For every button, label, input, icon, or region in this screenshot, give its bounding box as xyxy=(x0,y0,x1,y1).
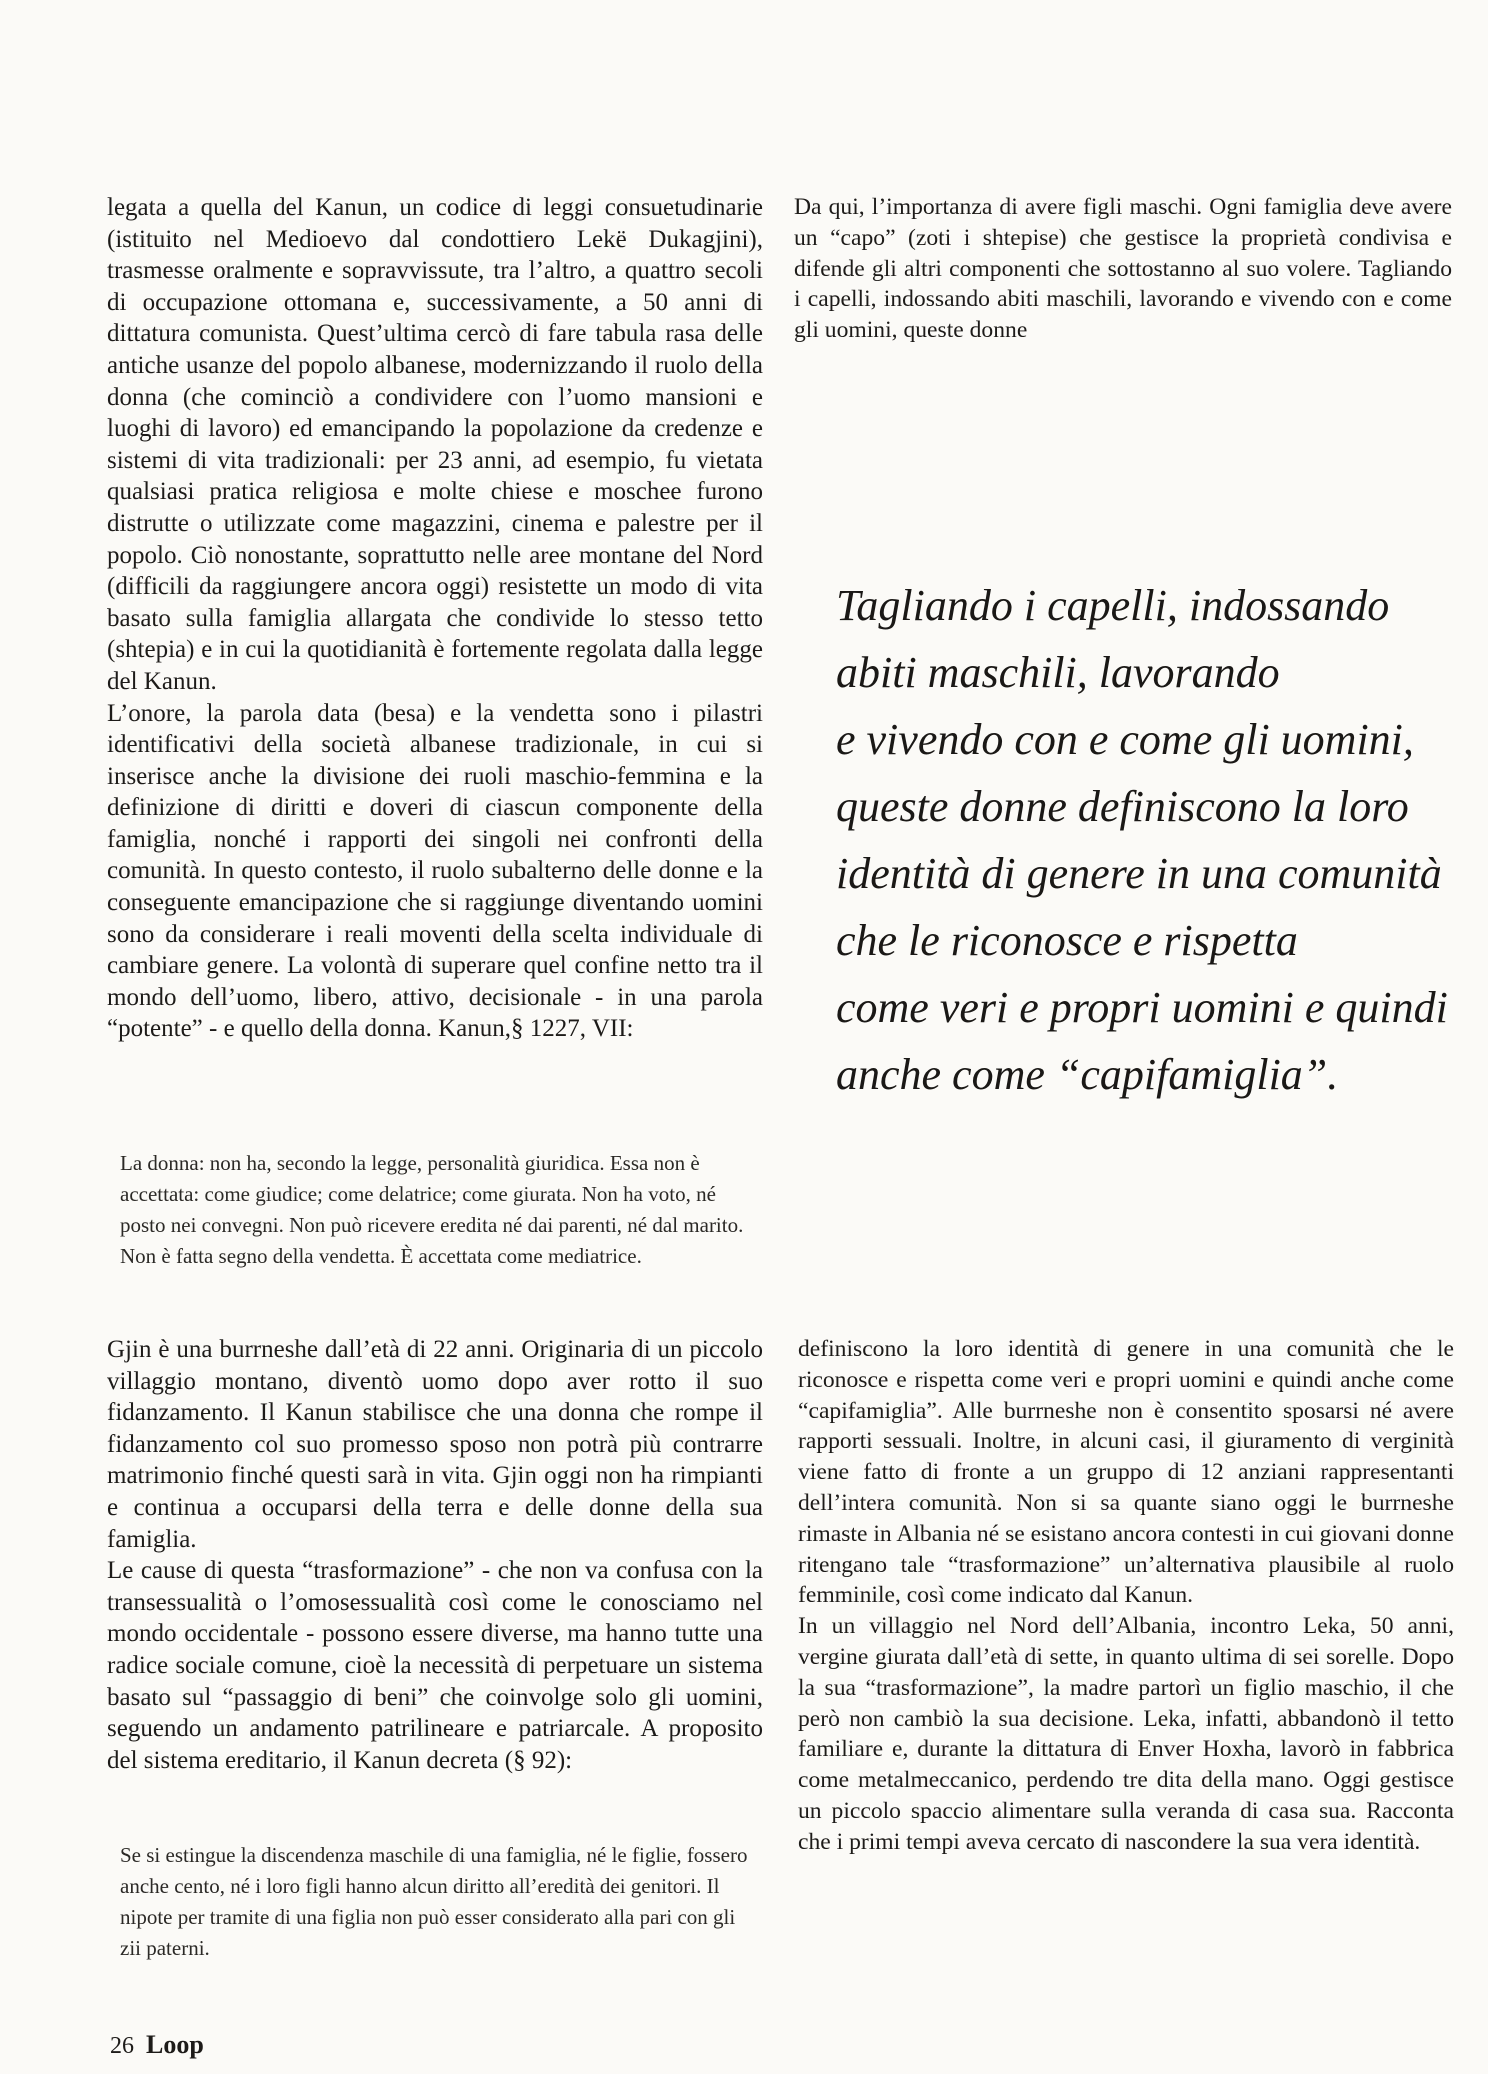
paragraph: Le cause di questa “trasformazione” - che non va confusa con la transessualità o l’omosessualità così come le conosciamo nel mondo occidentale - possono essere diverse, ma hanno tutte una radice sociale comune, cioè la necessità di perpetuare un sistema basato sul “passaggio di beni” che coinvolge solo gli uomini, seguendo un andamento patrilineare e patriarcale. A proposito del sistema ereditario, il Kanun decreta (§ 92): xyxy=(107,1557,763,1774)
page-footer xyxy=(110,2030,204,2060)
pull-quote-line: che le riconosce e rispetta xyxy=(836,916,1298,965)
kanun-quote-2: Se si estingue la discendenza maschile di una famiglia, né le figlie, fossero anche cento, né i loro figli hanno alcun diritto all’eredità dei genitori. Il nipote per tramite di una figlia non può esser considerato alla pari con gli zii paterni. xyxy=(120,1843,748,1960)
pull-quote xyxy=(836,572,1448,1108)
kanun-quote-1: La donna: non ha, secondo la legge, personalità giuridica. Essa non è accettata: come giudice; come delatrice; come giurata. Non ha voto, né posto nei convegni. Non può ricevere eredita né dai parenti, né dal marito. Non è fatta segno della vendetta. È accettata come mediatrice. xyxy=(120,1151,744,1268)
column-right-bottom xyxy=(798,1334,1454,1858)
paragraph: Da qui, l’importanza di avere figli maschi. Ogni famiglia deve avere un “capo” (zoti i shtepise) che gestisce la proprietà condivisa e difende gli altri componenti che sottostanno al suo volere. Tagliando i capelli, indossando abiti maschili, lavorando e vivendo con e come gli uomini, queste donne xyxy=(794,194,1452,344)
pull-quote-line: Tagliando i capelli, indossando xyxy=(836,581,1390,630)
pull-quote-line: anche come “capifamiglia”. xyxy=(836,1050,1339,1099)
paragraph: definiscono la loro identità di genere in una comunità che le riconosce e rispetta come veri e propri uomini e quindi anche come “capifamiglia”. Alle burrneshe non è consentito sposarsi né avere rapporti sessuali. Inoltre, in alcuni casi, il giuramento di verginità viene fatto di fronte a un gruppo di 12 anziani rappresentanti dell’intera comunità. Non si sa quante siano oggi le burrneshe rimaste in Albania né se esistano ancora contesti in cui giovani donne ritengano tale “trasformazione” un’alternativa plausibile al ruolo femminile, così come indicato dal Kanun. xyxy=(798,1336,1454,1609)
pull-quote-line: abiti maschili, lavorando xyxy=(836,648,1280,697)
pull-quote-line: come veri e propri uomini e quindi xyxy=(836,983,1448,1032)
paragraph: Gjin è una burrneshe dall’età di 22 anni. Originaria di un piccolo villaggio montano, diventò uomo dopo aver rotto il suo fidanzamento. Il Kanun stabilisce che una donna che rompe il fidanzamento col suo promesso sposo non potrà più contrarre matrimonio finché questi sarà in vita. Gjin oggi non ha rimpianti e continua a occuparsi della terra e delle donne della sua famiglia. xyxy=(107,1336,763,1553)
column-left-bottom xyxy=(107,1334,763,1776)
page-number: 26 xyxy=(110,2033,134,2059)
column-right-top xyxy=(794,192,1452,346)
magazine-name: Loop xyxy=(146,2030,204,2059)
pull-quote-line: identità di genere in una comunità xyxy=(836,849,1442,898)
pull-quote-line: queste donne definiscono la loro xyxy=(836,782,1409,831)
paragraph: In un villaggio nel Nord dell’Albania, incontro Leka, 50 anni, vergine giurata dall’età di sette, in quanto ultima di sei sorelle. Dopo la sua “trasformazione”, la madre partorì un figlio maschio, il che però non cambiò la sua decisione. Leka, infatti, abbandonò il tetto familiare e, durante la dittatura di Enver Hoxha, lavorò in fabbrica come metalmeccanico, perdendo tre dita della mano. Oggi gestisce un piccolo spaccio alimentare sulla veranda di casa sua. Racconta che i primi tempi aveva cercato di nascondere la sua vera identità. xyxy=(798,1613,1454,1855)
pull-quote-line: e vivendo con e come gli uomini, xyxy=(836,715,1414,764)
paragraph: legata a quella del Kanun, un codice di leggi consuetudinarie (istituito nel Medioevo dal condottiero Lekë Dukagjini), trasmesse oralmente e sopravvissute, tra l’altro, a quattro secoli di occupazione ottomana e, successivamente, a 50 anni di dittatura comunista. Quest’ultima cercò di fare tabula rasa delle antiche usanze del popolo albanese, modernizzando il ruolo della donna (che cominciò a condividere con l’uomo mansioni e luoghi di lavoro) ed emancipando la popolazione da credenze e sistemi di vita tradizionali: per 23 anni, ad esempio, fu vietata qualsiasi pratica religiosa e molte chiese e moschee furono distrutte o utilizzate come magazzini, cinema e palestre per il popolo. Ciò nonostante, soprattutto nelle aree montane del Nord (difficili da raggiungere ancora oggi) resistette un modo di vita basato sulla famiglia allargata che condivide lo stesso tetto (shtepia) e in cui la quotidianità è fortemente regolata dalla legge del Kanun. xyxy=(107,194,763,695)
paragraph: L’onore, la parola data (besa) e la vendetta sono i pilastri identificativi della società albanese tradizionale, in cui si inserisce anche la divisione dei ruoli maschio-femmina e la definizione di diritti e doveri di ciascun componente della famiglia, nonché i rapporti dei singoli nei confronti della comunità. In questo contesto, il ruolo subalterno delle donne e la conseguente emancipazione che si raggiunge diventando uomini sono da considerare i reali moventi della scelta individuale di cambiare genere. La volontà di superare quel confine netto tra il mondo dell’uomo, libero, attivo, decisionale - in una parola “potente” - e quello della donna. Kanun,§ 1227, VII: xyxy=(107,699,763,1043)
column-left-top xyxy=(107,192,763,1045)
